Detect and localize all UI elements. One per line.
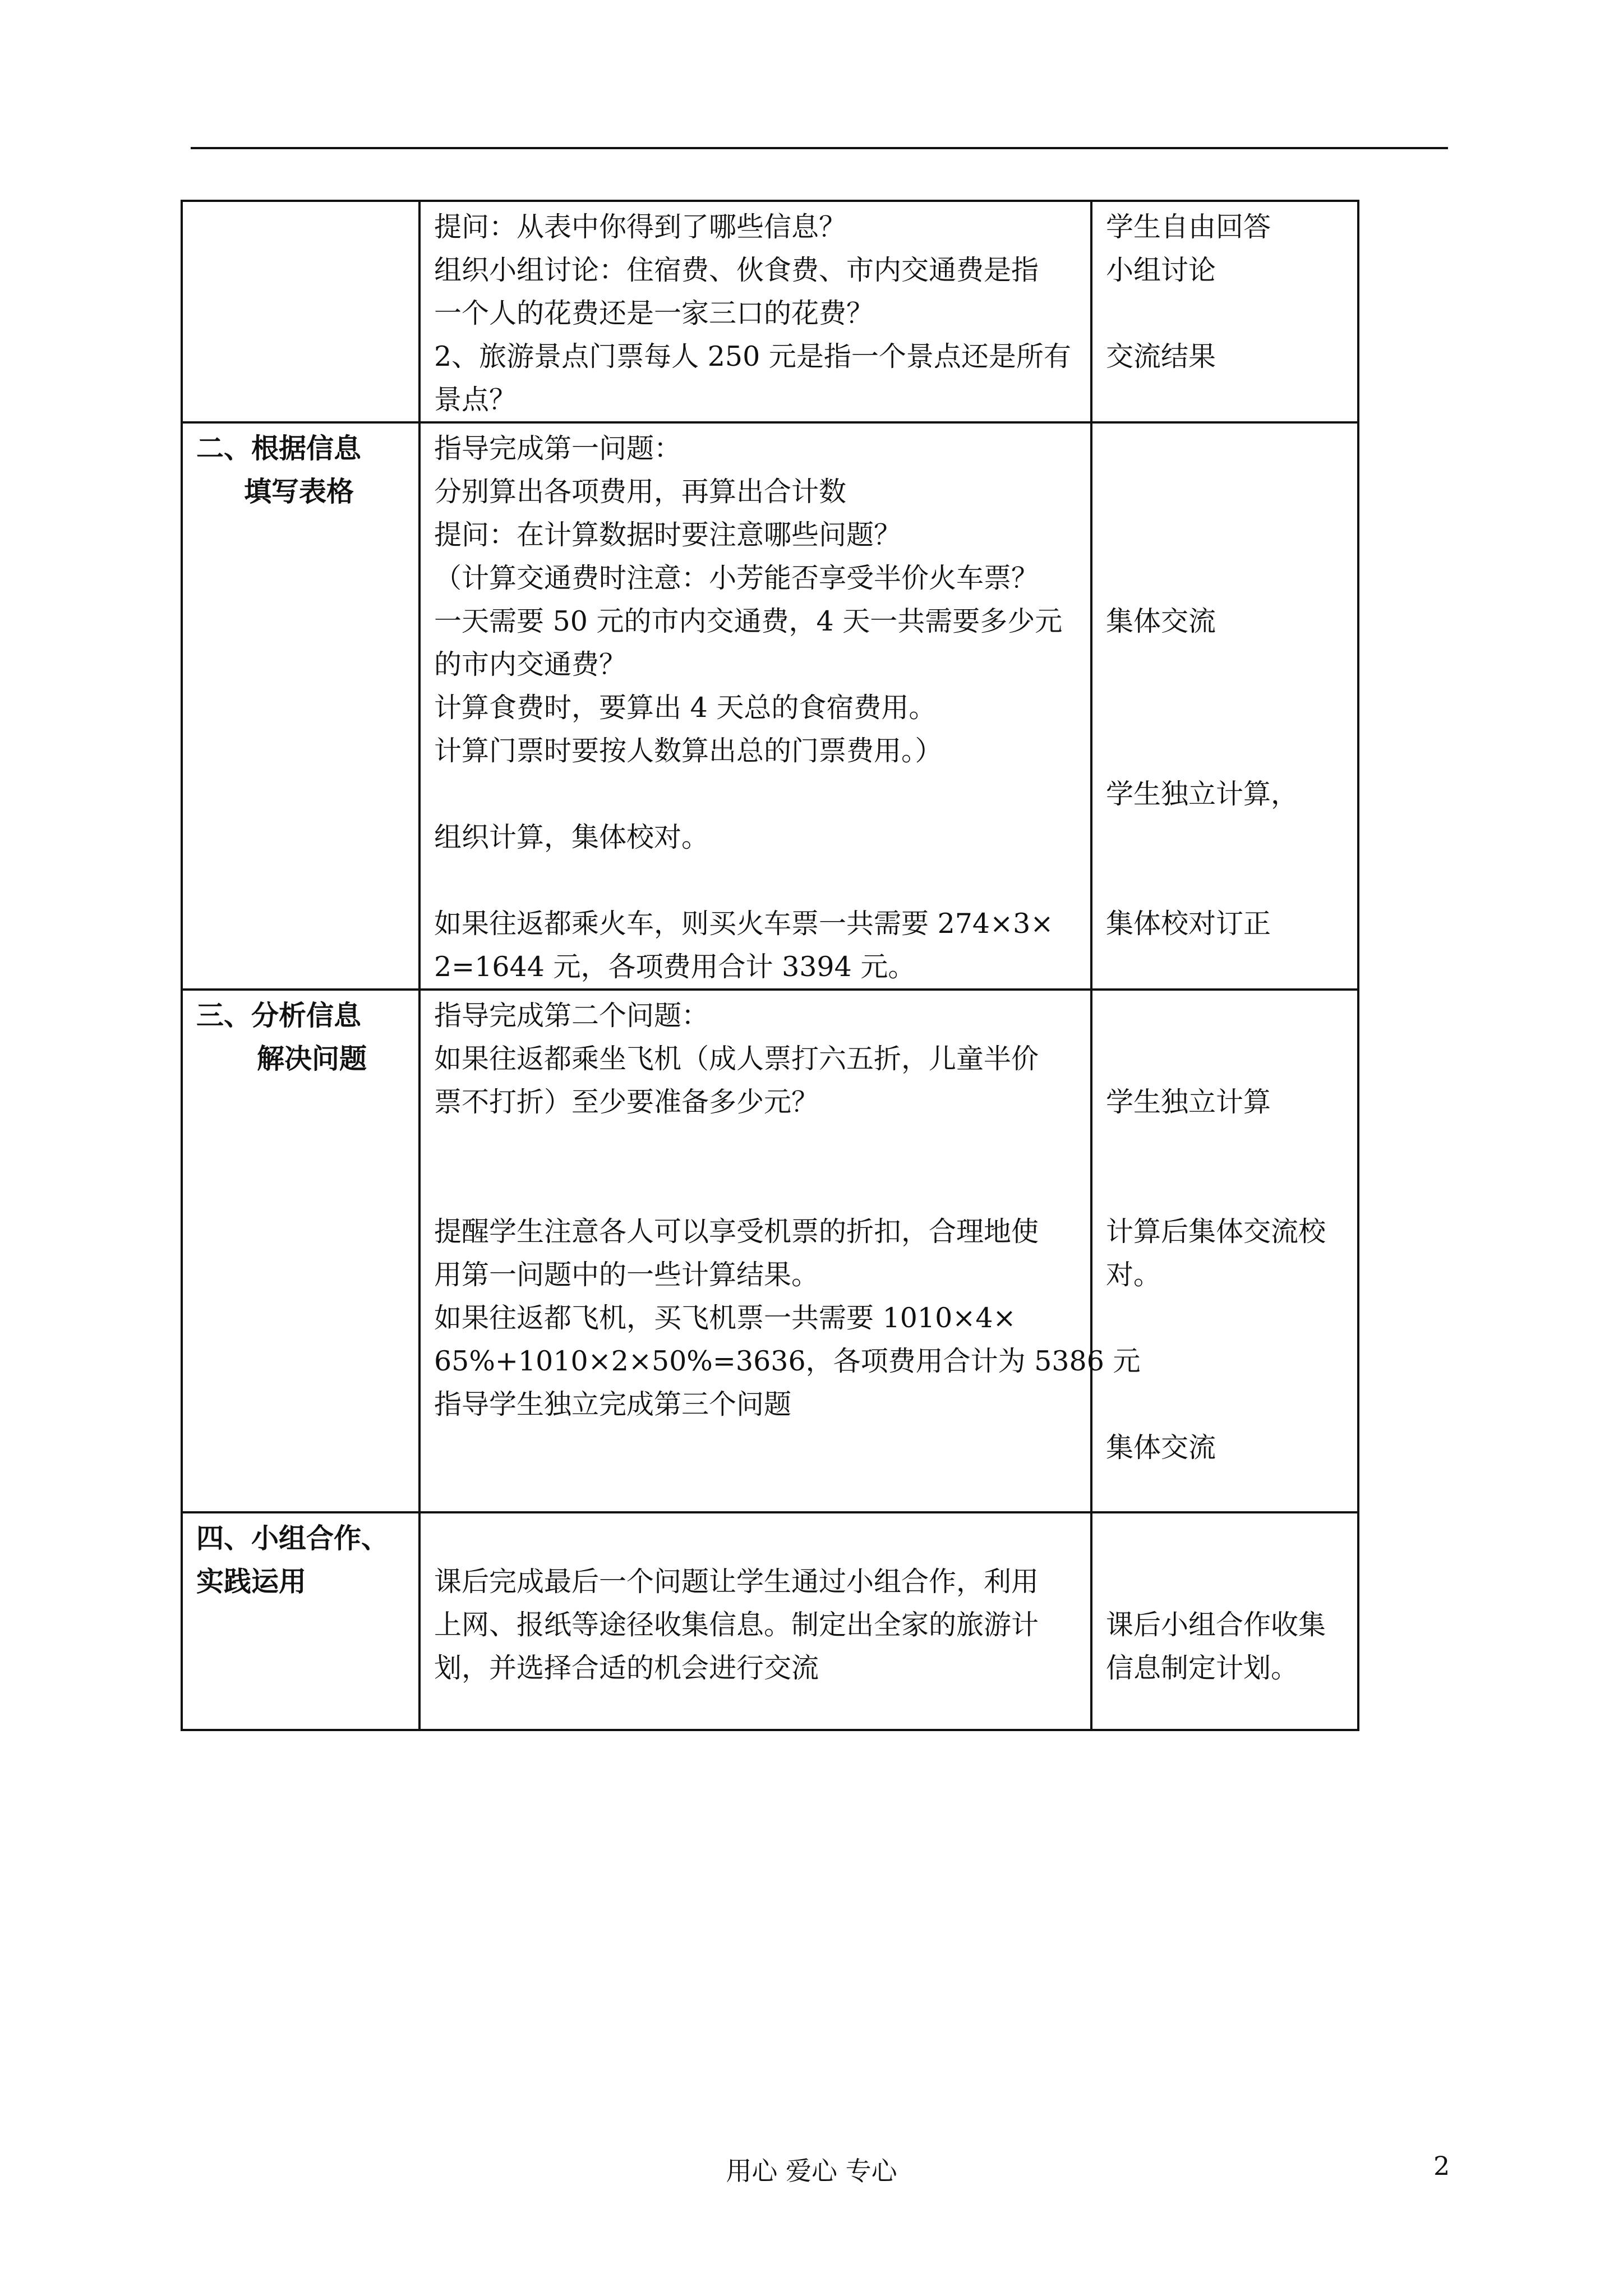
page-number: 2 (1433, 2151, 1450, 2181)
student-activity-cell-line (1106, 513, 1344, 556)
student-activity-cell-line (1106, 1340, 1344, 1383)
student-activity-cell-line (1106, 686, 1344, 729)
student-activity-cell-line (1106, 1517, 1344, 1560)
student-activity-cell-line (1106, 643, 1344, 686)
teacher-activity-cell-line: 指导完成第二个问题： (434, 1000, 709, 1032)
stage-cell-line: 三、分析信息 (196, 999, 362, 1032)
student-activity-cell-line: 集体交流 (1106, 605, 1216, 637)
teacher-activity-cell-line: 计算门票时要按人数算出总的门票费用。） (434, 735, 943, 767)
table-row (182, 422, 1358, 990)
stage-cell (182, 990, 419, 1512)
teacher-activity-cell-line: 组织小组讨论：住宿费、伙食费、市内交通费是指 (434, 254, 1039, 286)
teacher-activity-cell-line: 65%+1010×2×50%=3636，各项费用合计为 5386 元 (434, 1345, 1141, 1377)
header-rule (191, 147, 1448, 149)
teacher-activity-cell-line: 指导学生独立完成第三个问题 (434, 1388, 792, 1420)
stage-cell-line: 四、小组合作、 (196, 1522, 389, 1554)
teacher-activity-cell-line: 2=1644 元，各项费用合计 3394 元。 (434, 951, 916, 983)
teacher-activity-cell-line: 如果往返都乘坐飞机（成人票打六五折，儿童半价 (434, 1043, 1039, 1075)
table-row (182, 201, 1358, 422)
student-activity-cell-line (1106, 1037, 1344, 1080)
student-activity-cell-line: 集体校对订正 (1106, 908, 1271, 940)
student-activity-cell-line (1106, 994, 1344, 1037)
student-activity-cell-line (1106, 1124, 1344, 1167)
student-activity-cell (1091, 990, 1358, 1512)
student-activity-cell-line (1106, 556, 1344, 600)
teacher-activity-cell-line (434, 1124, 1077, 1167)
teacher-activity-cell-line: （计算交通费时注意：小芳能否享受半价火车票？ (434, 562, 1039, 594)
student-activity-cell-line (1106, 1383, 1344, 1426)
student-activity-cell-line (1106, 1296, 1344, 1340)
student-activity-cell-line (1106, 859, 1344, 902)
stage-cell (182, 201, 419, 422)
stage-cell-line: 二、根据信息 (196, 432, 362, 464)
student-activity-cell-line (1106, 1167, 1344, 1210)
student-activity-cell (1091, 422, 1358, 990)
stage-cell-line: 填写表格 (244, 475, 354, 508)
student-activity-cell-line: 信息制定计划。 (1106, 1652, 1299, 1684)
teacher-activity-cell-line: 提问：从表中你得到了哪些信息？ (434, 211, 847, 243)
stage-cell (182, 1512, 419, 1730)
student-activity-cell-line (1106, 729, 1344, 772)
teacher-activity-cell (419, 990, 1141, 1512)
student-activity-cell-line: 对。 (1106, 1259, 1161, 1291)
student-activity-cell-line: 学生独立计算 (1106, 1086, 1271, 1118)
teacher-activity-cell-line: 票不打折）至少要准备多少元？ (434, 1086, 819, 1118)
student-activity-cell-line: 集体交流 (1106, 1432, 1216, 1464)
student-activity-cell-line (1106, 427, 1344, 470)
footer-motto: 用心 爱心 专心 (726, 2156, 897, 2186)
teacher-activity-cell-line: 分别算出各项费用，再算出合计数 (434, 476, 847, 508)
stage-cell-line: 实践运用 (196, 1565, 307, 1598)
student-activity-cell-line (1106, 1560, 1344, 1603)
teacher-activity-cell-line: 的市内交通费？ (434, 648, 627, 680)
teacher-activity-cell-line: 计算食费时，要算出 4 天总的食宿费用。 (434, 692, 937, 724)
teacher-activity-cell-line: 一个人的花费还是一家三口的花费？ (434, 297, 874, 329)
teacher-activity-cell-line: 组织计算，集体校对。 (434, 821, 709, 853)
teacher-activity-cell-line: 上网、报纸等途径收集信息。制定出全家的旅游计 (434, 1609, 1039, 1641)
student-activity-cell-line: 学生自由回答 (1106, 211, 1271, 243)
student-activity-cell-line: 计算后集体交流校 (1106, 1216, 1326, 1248)
student-activity-cell-line: 交流结果 (1106, 341, 1216, 372)
teacher-activity-cell-line: 如果往返都乘火车，则买火车票一共需要 274×3× (434, 908, 1054, 940)
teacher-activity-cell-line: 课后完成最后一个问题让学生通过小组合作，利用 (434, 1566, 1039, 1598)
table-row (182, 1512, 1358, 1730)
teacher-activity-cell-line: 指导完成第一问题： (434, 432, 682, 464)
student-activity-cell-line (1106, 470, 1344, 513)
teacher-activity-cell (419, 1512, 1091, 1730)
lesson-plan-table (181, 200, 1359, 1731)
teacher-activity-cell-line (434, 772, 1077, 816)
student-activity-cell (1091, 1512, 1358, 1730)
student-activity-cell-line (1106, 292, 1344, 335)
teacher-activity-cell-line: 划，并选择合适的机会进行交流 (434, 1652, 819, 1684)
student-activity-cell-line: 课后小组合作收集 (1106, 1609, 1326, 1641)
teacher-activity-cell-line: 提问：在计算数据时要注意哪些问题？ (434, 519, 902, 551)
stage-cell-line: 解决问题 (257, 1042, 367, 1075)
teacher-activity-cell-line: 一天需要 50 元的市内交通费，4 天一共需要多少元 (434, 605, 1063, 637)
teacher-activity-cell-line (434, 1517, 1077, 1560)
teacher-activity-cell-line: 如果往返都飞机，买飞机票一共需要 1010×4× (434, 1302, 1016, 1334)
teacher-activity-cell-line: 2、旅游景点门票每人 250 元是指一个景点还是所有 (434, 341, 1071, 372)
teacher-activity-cell (419, 201, 1091, 422)
teacher-activity-cell-line: 提醒学生注意各人可以享受机票的折扣，合理地使 (434, 1216, 1039, 1248)
student-activity-cell-line: 小组讨论 (1106, 254, 1216, 286)
student-activity-cell-line: 学生独立计算， (1106, 778, 1299, 810)
teacher-activity-cell-line (434, 859, 1077, 902)
table-row (182, 990, 1358, 1512)
teacher-activity-cell-line: 用第一问题中的一些计算结果。 (434, 1259, 819, 1291)
student-activity-cell (1091, 201, 1358, 422)
student-activity-cell-line (1106, 816, 1344, 859)
stage-cell (182, 422, 419, 990)
teacher-activity-cell (419, 422, 1091, 990)
teacher-activity-cell-line: 景点？ (434, 384, 517, 416)
teacher-activity-cell-line (434, 1167, 1077, 1210)
